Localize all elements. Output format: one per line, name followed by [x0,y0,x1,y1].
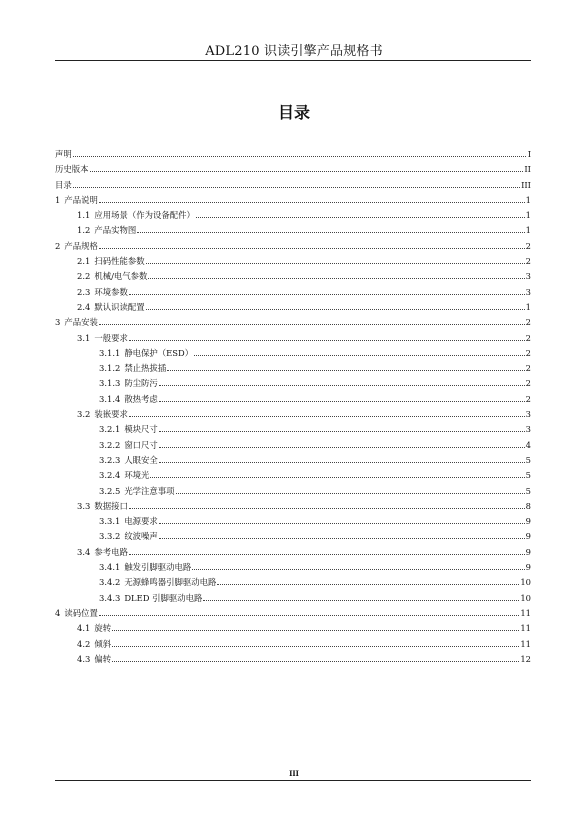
toc-entry-page: 2 [525,240,531,251]
toc-entry-label: 声明 [55,149,72,159]
toc-entry-number: 3.3.1 [99,516,121,527]
toc-entry-label: 应用场景（作为设备配件） [94,210,195,221]
table-of-contents [55,147,531,667]
toc-dot-leader [99,606,519,616]
toc-entry[interactable] [55,545,531,560]
toc-dot-leader [194,346,525,356]
toc-entry-label: 窗口尺寸 [124,439,158,450]
toc-entry-number: 1.2 [77,225,91,236]
toc-entry-number: 3.1.3 [99,378,121,389]
toc-entry[interactable] [55,621,531,636]
toc-entry-label: DLED 引脚驱动电路 [124,592,203,603]
toc-entry-number: 3.2.1 [99,424,121,435]
toc-entry-label: 读码位置 [64,607,98,618]
toc-entry-page: 2 [525,256,531,267]
toc-entry-label: 偏转 [94,653,112,664]
toc-entry[interactable] [55,652,531,667]
toc-entry-label: 产品实物图 [94,225,137,236]
toc-entry[interactable] [55,637,531,652]
toc-entry-number: 3.3 [77,500,91,511]
toc-entry-number: 1 [55,194,61,205]
toc-dot-leader [159,453,525,463]
toc-entry[interactable] [55,162,531,177]
toc-entry-label: 历史版本 [55,164,89,175]
toc-entry-page: 12 [520,653,531,664]
toc-entry-label: 产品安装 [64,317,98,328]
toc-entry-page: 2 [525,378,531,389]
toc-entry-label: 旋转 [94,623,112,634]
toc-entry[interactable] [55,239,531,254]
toc-entry-page: 2 [525,347,531,358]
toc-entry-page: II [524,164,531,175]
toc-entry-label: 机械/电气参数 [94,271,148,282]
toc-entry-label: 目录 [55,179,72,190]
toc-entry[interactable] [55,606,531,621]
toc-dot-leader [73,178,520,188]
toc-entry-label: 光学注意事项 [124,485,175,496]
toc-entry-page: 3 [525,271,531,282]
toc-entry-label: 产品规格 [64,240,98,251]
toc-entry-label: 扫码性能参数 [94,256,145,267]
toc-entry-label: 散热考虑 [124,393,158,404]
toc-entry[interactable] [55,575,531,590]
toc-entry[interactable] [55,438,531,453]
toc-entry-page: 1 [525,210,531,221]
toc-entry-page: 2 [525,393,531,404]
toc-entry-page: 11 [520,638,531,649]
toc-entry-number: 3.1.1 [99,347,121,358]
toc-entry-page: 9 [525,516,531,527]
toc-entry-number: 3.2.3 [99,454,121,465]
toc-entry[interactable] [55,392,531,407]
toc-dot-leader [159,514,525,524]
toc-entry[interactable] [55,346,531,361]
toc-entry[interactable] [55,193,531,208]
toc-dot-leader [90,162,524,172]
toc-entry[interactable] [55,591,531,606]
toc-dot-leader [203,591,519,601]
toc-entry-number: 2 [55,240,61,251]
toc-dot-leader [159,376,525,386]
toc-entry[interactable] [55,315,531,330]
toc-entry-page: 3 [525,424,531,435]
toc-entry-label: 纹波噪声 [124,531,158,542]
toc-entry[interactable] [55,453,531,468]
toc-entry-number: 3.4 [77,546,91,557]
document-header-title: ADL210 识读引擎产品规格书 [205,44,383,59]
toc-dot-leader [137,223,524,233]
footer-page-number: III [289,769,299,778]
toc-entry[interactable] [55,560,531,575]
toc-entry-page: 5 [525,470,531,481]
toc-entry-page: 2 [525,363,531,374]
toc-entry-page: 5 [525,454,531,465]
toc-entry-number: 3.1.2 [99,363,121,374]
toc-entry[interactable] [55,331,531,346]
toc-entry-number: 3.4.1 [99,562,121,573]
toc-dot-leader [129,331,525,341]
toc-dot-leader [150,468,524,478]
toc-dot-leader [146,254,525,264]
toc-entry-page: 5 [525,485,531,496]
toc-dot-leader [217,575,519,585]
toc-entry[interactable] [55,407,531,422]
toc-entry-number: 3 [55,317,61,328]
toc-entry-label: 装嵌要求 [94,409,128,420]
toc-dot-leader [176,484,525,494]
toc-entry[interactable] [55,514,531,529]
toc-entry-page: 4 [525,439,531,450]
toc-entry-number: 4.3 [77,653,91,664]
toc-dot-leader [146,300,525,310]
toc-entry[interactable] [55,376,531,391]
toc-entry-number: 3.2 [77,409,91,420]
toc-entry[interactable] [55,269,531,284]
toc-dot-leader [99,315,525,325]
toc-dot-leader [159,392,525,402]
toc-dot-leader [148,269,524,279]
toc-entry-number: 3.2.2 [99,439,121,450]
toc-entry[interactable] [55,484,531,499]
toc-entry-number: 2.1 [77,256,91,267]
toc-dot-leader [129,545,525,555]
toc-entry[interactable] [55,300,531,315]
toc-entry[interactable] [55,254,531,269]
toc-entry-page: 9 [525,562,531,573]
toc-entry-number: 3.2.4 [99,470,121,481]
toc-entry-label: 一般要求 [94,332,128,343]
toc-dot-leader [112,652,519,662]
toc-entry-number: 3.4.3 [99,592,121,603]
toc-entry-label: 无源蜂鸣器引脚驱动电路 [124,577,217,588]
toc-entry-page: III [521,179,531,190]
toc-entry-page: 1 [525,194,531,205]
toc-entry-page: 2 [525,317,531,328]
toc-entry-label: 数据接口 [94,500,128,511]
toc-entry-number: 3.2.5 [99,485,121,496]
toc-entry[interactable] [55,361,531,376]
toc-entry-number: 3.4.2 [99,577,121,588]
toc-entry-number: 2.3 [77,286,91,297]
toc-entry-page: 1 [525,225,531,236]
toc-entry[interactable] [55,529,531,544]
toc-dot-leader [99,239,525,249]
toc-entry-number: 2.4 [77,301,91,312]
toc-entry-label: 人眼安全 [124,454,158,465]
toc-dot-leader [159,438,525,448]
toc-entry-label: 防尘防污 [124,378,158,389]
toc-entry-page: 9 [525,531,531,542]
toc-entry[interactable] [55,178,531,193]
toc-entry-label: 环境光 [124,470,150,481]
toc-dot-leader [159,422,525,432]
toc-entry-page: I [527,149,531,159]
toc-heading: 目录 [277,103,310,122]
toc-dot-leader [129,285,525,295]
toc-dot-leader [112,621,519,631]
toc-entry-page: 10 [520,577,531,588]
toc-entry-page: 3 [525,286,531,297]
toc-entry-page: 8 [525,500,531,511]
toc-entry-label: 默认识读配置 [94,301,145,312]
toc-entry[interactable] [55,285,531,300]
toc-dot-leader [196,208,525,218]
toc-entry-label: 静电保护（ESD） [124,347,194,358]
toc-dot-leader [73,147,526,157]
toc-entry[interactable] [55,422,531,437]
header-divider [55,60,531,61]
toc-entry-label: 环境参数 [94,286,128,297]
toc-dot-leader [112,637,519,647]
toc-entry-label: 禁止热拔插 [124,363,167,374]
toc-entry[interactable] [55,147,531,162]
toc-entry-label: 参考电路 [94,546,128,557]
toc-dot-leader [129,407,525,417]
toc-entry-label: 电源要求 [124,516,158,527]
toc-entry[interactable] [55,223,531,238]
toc-entry-number: 3.1.4 [99,393,121,404]
toc-entry-page: 11 [520,623,531,634]
toc-dot-leader [192,560,524,570]
toc-entry-number: 3.1 [77,332,91,343]
toc-entry-number: 2.2 [77,271,91,282]
toc-dot-leader [167,361,524,371]
toc-entry-number: 1.1 [77,210,91,221]
footer-divider [55,780,531,781]
toc-entry-number: 4.1 [77,623,91,634]
toc-entry-page: 9 [525,546,531,557]
toc-entry-label: 模块尺寸 [124,424,158,435]
toc-entry-label: 触发引脚驱动电路 [124,562,192,573]
toc-entry-number: 4 [55,607,61,618]
toc-entry-label: 倾斜 [94,638,112,649]
toc-entry-page: 1 [525,301,531,312]
toc-entry-number: 3.3.2 [99,531,121,542]
toc-dot-leader [159,529,525,539]
toc-entry-label: 产品说明 [64,194,98,205]
toc-entry[interactable] [55,468,531,483]
toc-entry-page: 3 [525,409,531,420]
toc-entry-page: 10 [520,592,531,603]
toc-entry-page: 11 [520,607,531,618]
toc-entry[interactable] [55,499,531,514]
toc-entry[interactable] [55,208,531,223]
toc-entry-number: 4.2 [77,638,91,649]
toc-entry-page: 2 [525,332,531,343]
toc-dot-leader [99,193,525,203]
toc-dot-leader [129,499,525,509]
